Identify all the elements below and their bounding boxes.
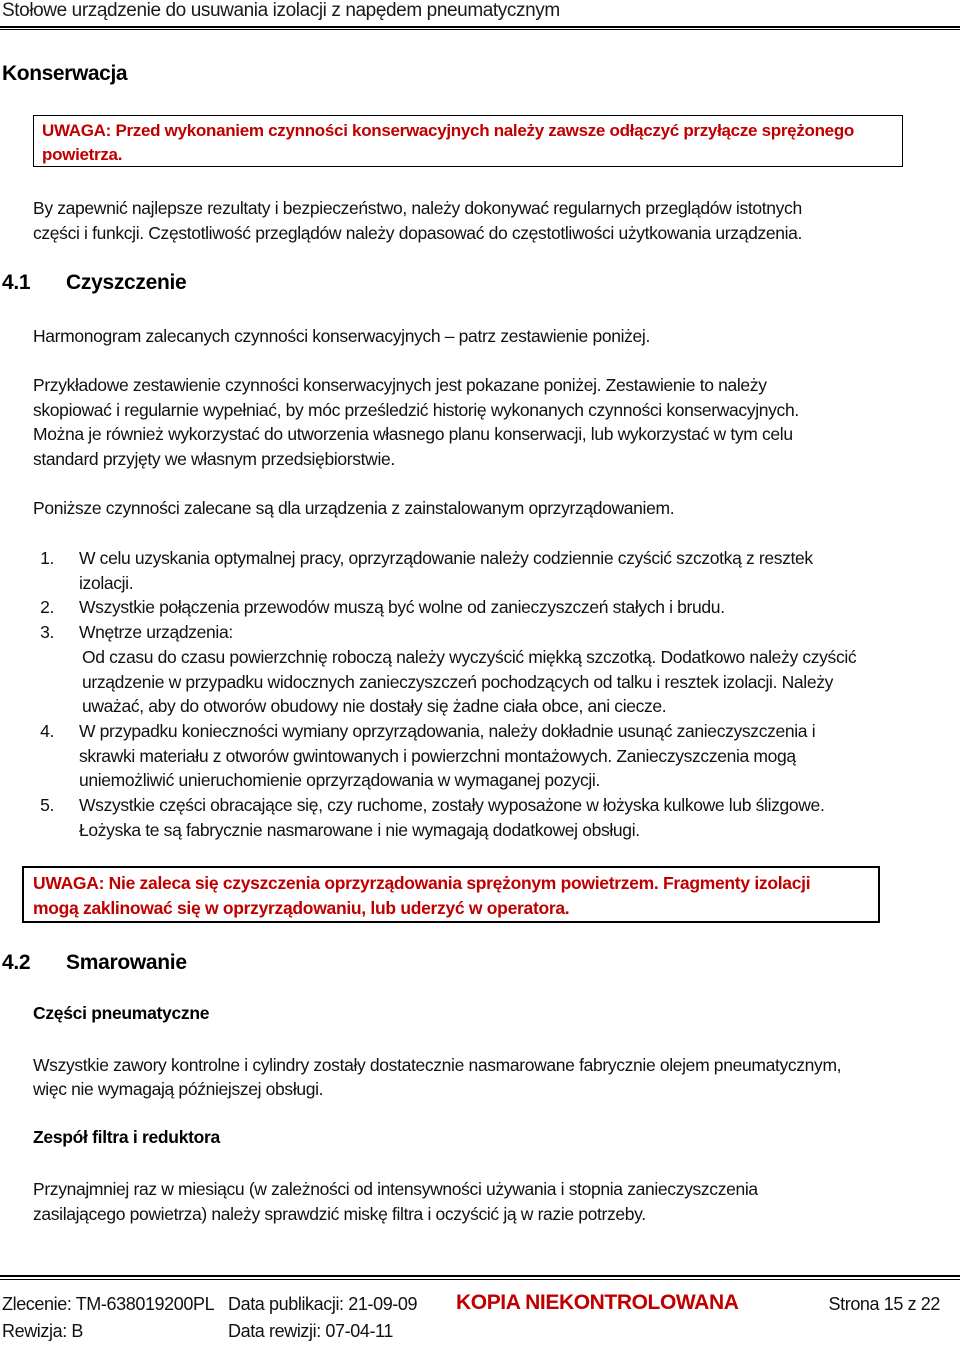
cleaning-paragraph-2-line-2: skopiować i regularnie wypełniać, by móc prześledzić historię wykonanych czynności konserwacyjnych. [33, 400, 799, 420]
cleaning-paragraph-2-line-1: Przykładowe zestawienie czynności konserwacyjnych jest pokazane poniżej. Zestawienie to należy [33, 375, 767, 395]
footer-revision: Rewizja: B [2, 1321, 84, 1341]
cleaning-paragraph-2-line-4: standard przyjęty we własnym przedsiębiorstwie. [33, 449, 395, 469]
list-item-text: izolacji. [79, 573, 134, 593]
warning-text: UWAGA: Przed wykonaniem czynności konserwacyjnych należy zawsze odłączyć przyłącze sprężonego powietrza. [42, 121, 854, 164]
pneumatic-line-1: Wszystkie zawory kontrolne i cylindry zostały dostatecznie nasmarowane fabrycznie olejem pneumatycznym, [33, 1055, 842, 1075]
footer-uncontrolled-copy: KOPIA NIEKONTROLOWANA [456, 1291, 739, 1314]
subsection-title-pneumatic: Części pneumatyczne [33, 1003, 210, 1023]
lubrication-number: 4.2 [2, 951, 31, 974]
header-rule-thin [0, 29, 960, 30]
list-item-text: Łożyska te są fabrycznie nasmarowane i nie wymagają dodatkowej obsługi. [79, 820, 640, 840]
list-item-number: 4. [40, 721, 54, 741]
footer-revision-date: Data rewizji: 07-04-11 [228, 1321, 393, 1341]
list-item-text: Od czasu do czasu powierzchnię roboczą należy wyczyścić miękką szczotką. Dodatkowo należy czyścić [82, 647, 857, 667]
cleaning-paragraph-1: Harmonogram zalecanych czynności konserwacyjnych – patrz zestawienie poniżej. [33, 326, 650, 346]
filter-line-1: Przynajmniej raz w miesiącu (w zależności od intensywności używania i stopnia zanieczyszczenia [33, 1179, 758, 1199]
cleaning-paragraph-3: Poniższe czynności zalecane są dla urządzenia z zainstalowanym oprzyrządowaniem. [33, 498, 675, 518]
intro-line-1: By zapewnić najlepsze rezultaty i bezpieczeństwo, należy dokonywać regularnych przeglądów istotnych [33, 198, 802, 218]
pneumatic-line-2: więc nie wymagają późniejszej obsługi. [33, 1079, 324, 1099]
cleaning-paragraph-2-line-3: Można je również wykorzystać do utworzenia własnego planu konserwacji, lub wykorzystać w tym celu [33, 424, 793, 444]
cleaning-number: 4.1 [2, 271, 31, 294]
cleaning-title: Czyszczenie [66, 271, 187, 294]
subsection-title-filter: Zespół filtra i reduktora [33, 1127, 220, 1147]
footer-order-number: Zlecenie: TM-638019200PL [2, 1294, 215, 1314]
header-rule [0, 26, 960, 28]
list-item-text: W celu uzyskania optymalnej pracy, oprzyrządowanie należy codziennie czyścić szczotką z resztek [79, 548, 813, 568]
document-header-title: Stołowe urządzenie do usuwania izolacji z napędem pneumatycznym [2, 0, 560, 21]
list-item-text: Wszystkie części obracające się, czy ruchome, zostały wyposażone w łożyska kulkowe lub ślizgowe. [79, 795, 825, 815]
list-item-text: Wnętrze urządzenia: [79, 622, 233, 642]
lubrication-title: Smarowanie [66, 951, 187, 974]
list-item-text: skrawki materiału z otworów gwintowanych i powierzchni montażowych. Zanieczyszczenia mogą [79, 746, 796, 766]
cleaning-warning-line-2: mogą zaklinować się w oprzyrządowaniu, lub uderzyć w operatora. [33, 898, 570, 918]
cleaning-warning-line-1: UWAGA: Nie zaleca się czyszczenia oprzyrządowania sprężonym powietrzem. Fragmenty izolacji [33, 873, 811, 893]
intro-line-2: części i funkcji. Częstotliwość przeglądów należy dopasować do częstotliwości użytkowania urządzenia. [33, 223, 803, 243]
footer-publication-date: Data publikacji: 21-09-09 [228, 1294, 418, 1314]
list-item-text: uniemożliwić unieruchomienie oprzyrządowania w wymaganej pozycji. [79, 770, 600, 790]
footer-rule [0, 1275, 960, 1277]
footer-rule-thin [0, 1279, 960, 1280]
section-title: Konserwacja [2, 62, 128, 85]
list-item-text: uważać, aby do otworów obudowy nie dostały się żadne ciała obce, ani ciecze. [82, 696, 667, 716]
list-item-text: W przypadku konieczności wymiany oprzyrządowania, należy dokładnie usunąć zanieczyszczenia i [79, 721, 816, 741]
list-item-number: 2. [40, 597, 54, 617]
list-item-text: Wszystkie połączenia przewodów muszą być wolne od zanieczyszczeń stałych i brudu. [79, 597, 725, 617]
list-item-number: 1. [40, 548, 54, 568]
list-item-number: 5. [40, 795, 54, 815]
list-item-number: 3. [40, 622, 54, 642]
footer-page-number: Strona 15 z 22 [828, 1294, 940, 1314]
filter-line-2: zasilającego powietrza) należy sprawdzić miskę filtra i oczyścić ją w razie potrzeby. [33, 1204, 646, 1224]
list-item-text: urządzenie w przypadku widocznych zanieczyszczeń pochodzących od talku i resztek izolacji. Należy [82, 672, 834, 692]
